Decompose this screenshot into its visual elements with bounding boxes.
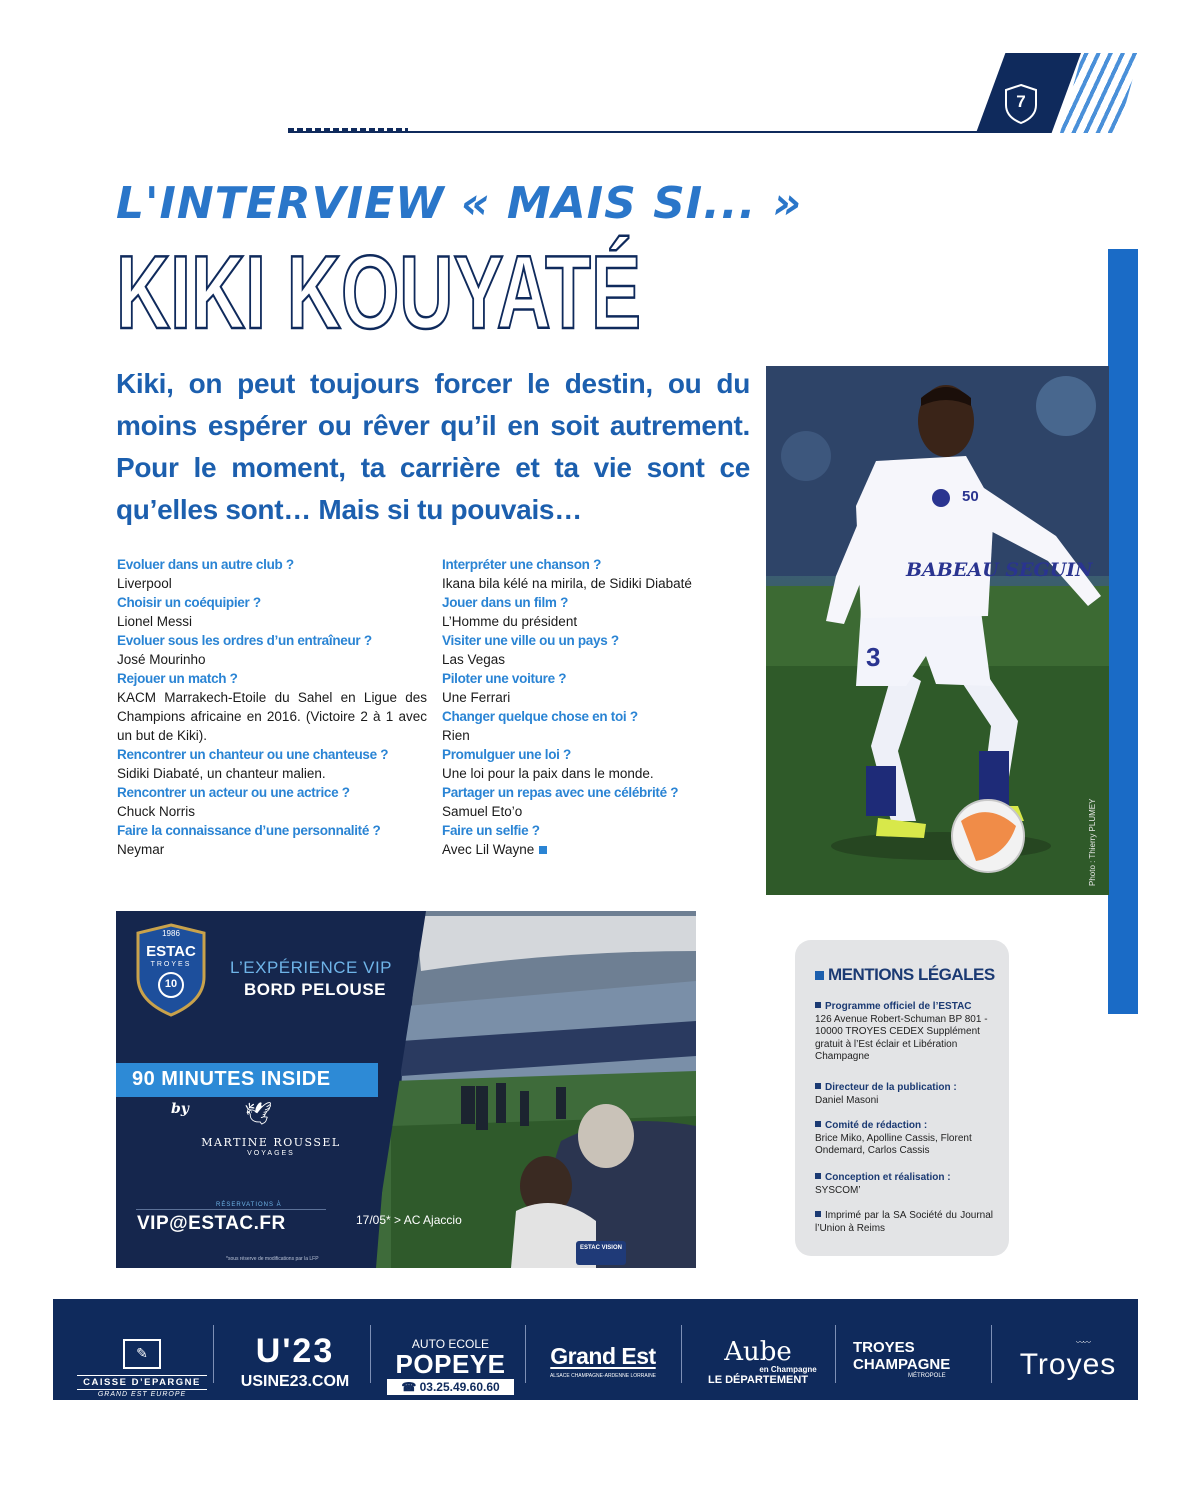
answer: Neymar bbox=[117, 842, 165, 857]
answer: KACM Marrakech-Etoile du Sahel en Ligue des Champions africaine en 2016. (Victoire 2 à 1 avec un but de Kiki). bbox=[117, 690, 427, 743]
sponsor-aube[interactable] bbox=[693, 1339, 823, 1386]
side-accent-bar bbox=[1108, 249, 1138, 1014]
question: Evoluer dans un autre club ? bbox=[117, 557, 294, 572]
answer: Une Ferrari bbox=[442, 690, 511, 705]
ad-divider bbox=[136, 1209, 326, 1210]
bullet-icon bbox=[815, 1211, 821, 1217]
bird-icon: 🕊 bbox=[244, 1101, 272, 1126]
question: Evoluer sous les ordres d’un entraîneur ? bbox=[117, 633, 372, 648]
legal-head bbox=[815, 1172, 993, 1185]
jersey-badge: 50 bbox=[962, 488, 979, 505]
bullet-icon bbox=[815, 1173, 821, 1179]
estac-vision-logo: ESTAC VISION bbox=[580, 1245, 622, 1251]
legal-head-text: Conception et réalisation : bbox=[825, 1172, 951, 1183]
article-title bbox=[116, 235, 676, 351]
sponsor-divider bbox=[991, 1325, 992, 1383]
tcm-line-3: MÉTROPOLE bbox=[908, 1373, 946, 1379]
sponsor-troyes-champagne-metropole[interactable] bbox=[853, 1339, 973, 1379]
legal-block bbox=[815, 1172, 993, 1197]
answer: Chuck Norris bbox=[117, 804, 196, 819]
legal-head bbox=[815, 1082, 993, 1095]
crest-year: 1986 bbox=[162, 929, 180, 938]
end-mark-icon bbox=[539, 846, 547, 854]
sponsor-troyes[interactable] bbox=[1008, 1337, 1128, 1382]
question: Faire un selfie ? bbox=[442, 823, 540, 838]
legal-block bbox=[815, 1082, 993, 1107]
ad-line-1: L’EXPÉRIENCE VIP bbox=[230, 958, 393, 977]
sponsor-divider bbox=[681, 1325, 682, 1383]
page-number: 7 bbox=[1016, 92, 1026, 111]
question: Choisir un coéquipier ? bbox=[117, 595, 261, 610]
header-rule bbox=[288, 131, 978, 133]
ad-brand: MARTINE ROUSSEL bbox=[201, 1136, 341, 1149]
footballer-illustration bbox=[766, 366, 1109, 895]
question: Promulguer une loi ? bbox=[442, 747, 572, 762]
legal-body: Brice Miko, Apolline Cassis, Florent Ondemard, Carlos Cassis bbox=[815, 1132, 972, 1156]
player-name: KIKI KOUYATÉ bbox=[116, 235, 641, 351]
legal-body: Imprimé par la SA Société du Journal l’Union à Reims bbox=[815, 1210, 993, 1234]
question: Jouer dans un film ? bbox=[442, 595, 569, 610]
ad-disclaimer: *sous réserve de modifications par la LFP bbox=[226, 1256, 319, 1262]
answer: L’Homme du président bbox=[442, 614, 578, 629]
question: Piloter une voiture ? bbox=[442, 671, 567, 686]
ad-banner-text: 90 MINUTES INSIDE bbox=[132, 1068, 331, 1090]
legal-head bbox=[815, 1001, 993, 1014]
aube-logo: Aube bbox=[724, 1337, 792, 1367]
popeye-top: AUTO ECOLE bbox=[411, 1337, 490, 1351]
aube-dept: LE DÉPARTEMENT bbox=[707, 1374, 809, 1386]
qa-column-2 bbox=[442, 555, 752, 859]
shorts-number: 3 bbox=[866, 642, 881, 672]
sponsor-divider bbox=[213, 1325, 214, 1383]
legal-body: 126 Avenue Robert-Schuman BP 801 - 10000 TROYES CEDEX Supplément gratuit à l’Est éclair et Libération Champagne bbox=[815, 1013, 988, 1062]
answer: Las Vegas bbox=[442, 652, 506, 667]
ad-by: by bbox=[171, 1101, 189, 1117]
ad-banner bbox=[116, 1063, 378, 1097]
answer: Rien bbox=[442, 728, 470, 743]
article-intro: Kiki, on peut toujours forcer le destin, ou du moins espérer ou rêver qu’il en soit autrement. Pour le moment, ta carrière et ta vie sont ce qu’elles sont… Mais si tu pouvais… bbox=[116, 368, 750, 525]
legal-block bbox=[815, 1120, 993, 1158]
ad-brand-sub: VOYAGES bbox=[247, 1150, 295, 1157]
grandest-sub: ALSACE CHAMPAGNE-ARDENNE LORRAINE bbox=[549, 1373, 657, 1379]
popeye-phone: ☎ 03.25.49.60.60 bbox=[387, 1379, 514, 1395]
sponsor-caisse-epargne[interactable] bbox=[77, 1339, 207, 1398]
ad-reservations-label: RÉSERVATIONS À bbox=[216, 1202, 282, 1208]
bullet-icon bbox=[815, 1083, 821, 1089]
answer: Lionel Messi bbox=[117, 614, 193, 629]
page-number-badge bbox=[1003, 83, 1039, 125]
vip-advert[interactable] bbox=[116, 911, 696, 1268]
title-square-icon bbox=[815, 971, 824, 980]
caisse-region: GRAND EST EUROPE bbox=[97, 1391, 187, 1398]
sponsor-grand-est[interactable] bbox=[537, 1343, 669, 1379]
question: Rencontrer un chanteur ou une chanteuse ? bbox=[117, 747, 389, 762]
sponsor-usine23[interactable] bbox=[225, 1333, 365, 1391]
ad-line-2: BORD PELOUSE bbox=[244, 980, 387, 999]
caisse-name: CAISSE D’EPARGNE bbox=[77, 1375, 207, 1390]
u23-url: USINE23.COM bbox=[240, 1373, 350, 1390]
player-photo bbox=[766, 366, 1109, 895]
ad-email-link[interactable]: VIP@ESTAC.FR bbox=[137, 1213, 286, 1234]
tcm-line-2: CHAMPAGNE bbox=[853, 1356, 951, 1373]
question: Interpréter une chanson ? bbox=[442, 557, 602, 572]
estac-crest bbox=[134, 921, 208, 1017]
legal-head-text: Comité de rédaction : bbox=[825, 1120, 928, 1131]
question: Changer quelque chose en toi ? bbox=[442, 709, 638, 724]
crest-number: 10 bbox=[164, 978, 178, 990]
legal-head-text: Directeur de la publication : bbox=[825, 1082, 957, 1093]
legal-block bbox=[815, 1210, 993, 1235]
troyes-logo: Troyes bbox=[1019, 1348, 1117, 1381]
squirrel-icon: ✎ bbox=[123, 1339, 161, 1369]
answer: Une loi pour la paix dans le monde. bbox=[442, 766, 654, 781]
ad-match: 17/05* > AC Ajaccio bbox=[356, 1213, 462, 1227]
answer: Ikana bila kélé na mirila, de Sidiki Diabaté bbox=[442, 576, 692, 591]
aube-sub: en Champagne bbox=[759, 1365, 817, 1374]
legal-title-text: MENTIONS LÉGALES bbox=[828, 965, 995, 984]
tcm-line-1: TROYES bbox=[853, 1339, 915, 1356]
answer: Sidiki Diabaté, un chanteur malien. bbox=[117, 766, 326, 781]
popeye-name: POPEYE bbox=[395, 1349, 506, 1379]
answer: Samuel Eto’o bbox=[442, 804, 523, 819]
question: Faire la connaissance d’une personnalité ? bbox=[117, 823, 381, 838]
grandest-logo: Grand Est bbox=[550, 1343, 656, 1369]
legal-body: Daniel Masoni bbox=[815, 1094, 879, 1106]
jersey-sponsor: BABEAU SEGUIN bbox=[906, 559, 1093, 581]
article-kicker: L'INTERVIEW « MAIS SI... » bbox=[116, 178, 803, 229]
sponsors-bar bbox=[53, 1299, 1138, 1400]
bullet-icon bbox=[815, 1121, 821, 1127]
legal-block bbox=[815, 1001, 993, 1064]
sponsor-divider bbox=[370, 1325, 371, 1383]
answer: Avec Lil Wayne bbox=[442, 842, 535, 857]
sponsor-divider bbox=[835, 1325, 836, 1383]
legal-body: SYSCOM’ bbox=[815, 1184, 861, 1196]
u23-logo: U'23 bbox=[255, 1332, 335, 1370]
qa-column-1 bbox=[117, 555, 427, 859]
question: Rencontrer un acteur ou une actrice ? bbox=[117, 785, 350, 800]
legal-head-text: Programme officiel de l’ESTAC bbox=[825, 1001, 972, 1012]
crest-name: ESTAC bbox=[146, 943, 196, 960]
answer: José Mourinho bbox=[117, 652, 206, 667]
troyes-wave-icon: 〰〰 bbox=[1076, 1338, 1090, 1347]
sponsor-divider bbox=[525, 1325, 526, 1383]
photo-credit: Photo : Thierry PLUMEY bbox=[1088, 798, 1097, 886]
legal-title bbox=[815, 965, 995, 985]
answer-last bbox=[442, 840, 752, 859]
sponsor-popeye[interactable] bbox=[383, 1337, 518, 1395]
question: Visiter une ville ou un pays ? bbox=[442, 633, 619, 648]
legal-head bbox=[815, 1120, 993, 1133]
bullet-icon bbox=[815, 1002, 821, 1008]
crest-city: TROYES bbox=[150, 961, 192, 968]
answer: Liverpool bbox=[117, 576, 172, 591]
question: Rejouer un match ? bbox=[117, 671, 238, 686]
question: Partager un repas avec une célébrité ? bbox=[442, 785, 679, 800]
